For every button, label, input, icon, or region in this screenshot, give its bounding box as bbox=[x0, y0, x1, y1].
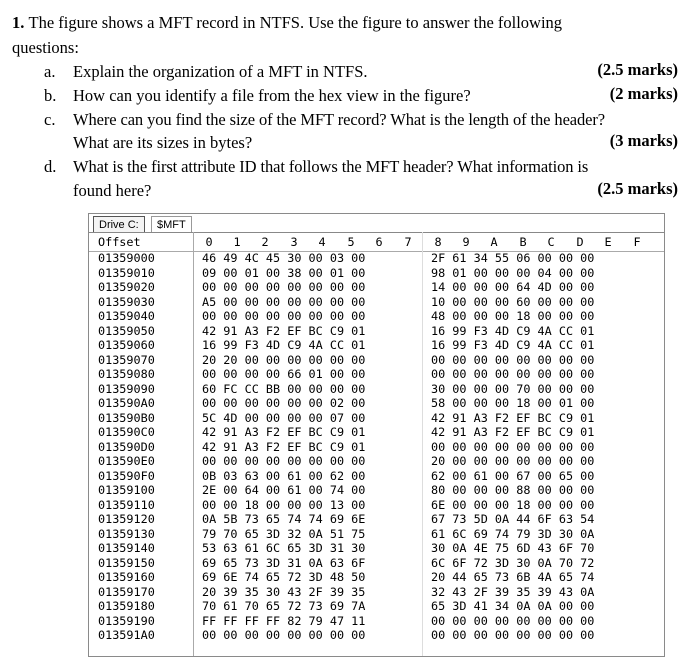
hex-row bbox=[89, 585, 664, 600]
row-bytes-low: 00 00 00 00 00 00 02 00 bbox=[202, 396, 366, 410]
item-c-text-line1: Where can you find the size of the MFT record? What is the length of the header? bbox=[73, 110, 606, 129]
row-bytes-low: 00 00 18 00 00 00 13 00 bbox=[202, 497, 366, 512]
item-d-text-line2: found here? bbox=[73, 181, 152, 200]
row-bytes-low: A5 00 00 00 00 00 00 00 bbox=[202, 294, 366, 309]
row-offset: 013590F0 bbox=[98, 468, 155, 483]
item-a-text: Explain the organization of a MFT in NTFS. bbox=[73, 62, 368, 81]
hex-row bbox=[89, 382, 664, 397]
row-bytes-high: 98 01 00 00 00 04 00 00 bbox=[431, 265, 595, 280]
column-header: 0 bbox=[205, 235, 213, 249]
row-bytes-low: 00 00 00 00 00 00 00 00 bbox=[202, 309, 366, 323]
item-d-letter: d. bbox=[44, 157, 57, 176]
row-bytes-high: 00 00 00 00 00 00 00 00 bbox=[431, 439, 595, 454]
row-offset: 01359150 bbox=[98, 555, 155, 570]
hex-row bbox=[89, 396, 664, 411]
row-bytes-high: 20 00 00 00 00 00 00 00 bbox=[431, 454, 595, 468]
row-offset: 013590B0 bbox=[98, 410, 155, 425]
row-bytes-high: 00 00 00 00 00 00 00 00 bbox=[431, 352, 595, 367]
hex-row bbox=[89, 570, 664, 585]
row-offset: 01359190 bbox=[98, 613, 155, 628]
column-header: 6 bbox=[375, 235, 383, 249]
hex-row bbox=[89, 512, 664, 527]
hex-column-header bbox=[89, 232, 664, 252]
row-bytes-high: 16 99 F3 4D C9 4A CC 01 bbox=[431, 338, 595, 352]
hex-row bbox=[89, 338, 664, 353]
row-offset: 01359110 bbox=[98, 497, 155, 512]
row-bytes-high: 80 00 00 00 88 00 00 00 bbox=[431, 483, 595, 497]
column-header: D bbox=[576, 235, 584, 249]
hex-row bbox=[89, 614, 664, 629]
column-header: F bbox=[633, 235, 641, 249]
row-bytes-high: 30 00 00 00 70 00 00 00 bbox=[431, 381, 595, 396]
hex-row bbox=[89, 425, 664, 440]
row-offset: 01359030 bbox=[98, 294, 155, 309]
column-header: 8 bbox=[434, 235, 442, 249]
row-bytes-low: 69 65 73 3D 31 0A 63 6F bbox=[202, 555, 366, 570]
item-c-marks: (3 marks) bbox=[609, 131, 678, 150]
row-bytes-low: 42 91 A3 F2 EF BC C9 01 bbox=[202, 425, 366, 439]
row-bytes-high: 16 99 F3 4D C9 4A CC 01 bbox=[431, 323, 595, 338]
row-bytes-high: 14 00 00 00 64 4D 00 00 bbox=[431, 280, 595, 294]
hex-row bbox=[89, 498, 664, 513]
row-bytes-low: 0A 5B 73 65 74 74 69 6E bbox=[202, 512, 366, 526]
row-offset: 013591A0 bbox=[98, 628, 155, 642]
row-bytes-high: 61 6C 69 74 79 3D 30 0A bbox=[431, 526, 595, 541]
hex-row bbox=[89, 295, 664, 310]
hex-row bbox=[89, 628, 664, 643]
row-bytes-low: 0B 03 63 00 61 00 62 00 bbox=[202, 468, 366, 483]
row-offset: 01359160 bbox=[98, 570, 155, 584]
row-offset: 01359180 bbox=[98, 599, 155, 613]
item-a-marks: (2.5 marks) bbox=[597, 60, 678, 79]
hex-row bbox=[89, 266, 664, 281]
row-bytes-high: 48 00 00 00 18 00 00 00 bbox=[431, 309, 595, 323]
row-bytes-low: 53 63 61 6C 65 3D 31 30 bbox=[202, 541, 366, 555]
row-offset: 01359070 bbox=[98, 352, 155, 367]
row-offset: 01359170 bbox=[98, 584, 155, 599]
row-bytes-high: 42 91 A3 F2 EF BC C9 01 bbox=[431, 410, 595, 425]
row-offset: 01359040 bbox=[98, 309, 155, 323]
row-bytes-low: 5C 4D 00 00 00 00 07 00 bbox=[202, 410, 366, 425]
row-bytes-high: 6E 00 00 00 18 00 00 00 bbox=[431, 497, 595, 512]
row-offset: 01359120 bbox=[98, 512, 155, 526]
question-number: 1. bbox=[12, 13, 25, 32]
hex-row bbox=[89, 367, 664, 382]
tab-mft[interactable]: $MFT bbox=[151, 216, 192, 233]
row-bytes-low: 20 20 00 00 00 00 00 00 bbox=[202, 352, 366, 367]
hex-row bbox=[89, 440, 664, 455]
row-bytes-low: 69 6E 74 65 72 3D 48 50 bbox=[202, 570, 366, 584]
row-offset: 013590D0 bbox=[98, 439, 155, 454]
hex-row bbox=[89, 251, 664, 266]
hex-row bbox=[89, 483, 664, 498]
item-d-text-line1: What is the first attribute ID that follows the MFT header? What information is bbox=[73, 157, 589, 176]
question-intro-text: The figure shows a MFT record in NTFS. Use the figure to answer the following bbox=[28, 13, 563, 32]
hex-row bbox=[89, 280, 664, 295]
row-bytes-low: 79 70 65 3D 32 0A 51 75 bbox=[202, 526, 366, 541]
row-bytes-high: 6C 6F 72 3D 30 0A 70 72 bbox=[431, 555, 595, 570]
row-offset: 013590C0 bbox=[98, 425, 155, 439]
item-c-text-line2: What are its sizes in bytes? bbox=[73, 133, 253, 152]
row-offset: 01359020 bbox=[98, 280, 155, 294]
column-header: 4 bbox=[318, 235, 326, 249]
row-bytes-high: 58 00 00 00 18 00 01 00 bbox=[431, 396, 595, 410]
item-c-letter: c. bbox=[44, 110, 56, 129]
row-offset: 01359090 bbox=[98, 381, 155, 396]
hex-row bbox=[89, 556, 664, 571]
hex-row bbox=[89, 541, 664, 556]
offset-header: Offset bbox=[98, 235, 141, 249]
row-bytes-high: 00 00 00 00 00 00 00 00 bbox=[431, 367, 595, 381]
column-header: 2 bbox=[261, 235, 269, 249]
row-bytes-low: 16 99 F3 4D C9 4A CC 01 bbox=[202, 338, 366, 352]
row-offset: 01359130 bbox=[98, 526, 155, 541]
column-header: B bbox=[519, 235, 527, 249]
column-header: C bbox=[547, 235, 555, 249]
row-offset: 013590A0 bbox=[98, 396, 155, 410]
hex-view-window bbox=[88, 213, 665, 657]
hex-row bbox=[89, 353, 664, 368]
question-intro-line2: questions: bbox=[12, 38, 79, 57]
row-bytes-low: FF FF FF FF 82 79 47 11 bbox=[202, 613, 366, 628]
item-b-letter: b. bbox=[44, 86, 57, 105]
column-header: 9 bbox=[462, 235, 470, 249]
row-bytes-high: 20 44 65 73 6B 4A 65 74 bbox=[431, 570, 595, 584]
row-bytes-low: 42 91 A3 F2 EF BC C9 01 bbox=[202, 323, 366, 338]
column-header: E bbox=[604, 235, 612, 249]
row-offset: 013590E0 bbox=[98, 454, 155, 468]
hex-row bbox=[89, 411, 664, 426]
row-bytes-low: 2E 00 64 00 61 00 74 00 bbox=[202, 483, 366, 497]
row-offset: 01359100 bbox=[98, 483, 155, 497]
row-bytes-high: 10 00 00 00 60 00 00 00 bbox=[431, 294, 595, 309]
hex-rows bbox=[89, 251, 664, 643]
item-b-marks: (2 marks) bbox=[609, 84, 678, 103]
column-header: 7 bbox=[404, 235, 412, 249]
column-header: 3 bbox=[290, 235, 298, 249]
hex-row bbox=[89, 324, 664, 339]
row-bytes-high: 65 3D 41 34 0A 0A 00 00 bbox=[431, 599, 595, 613]
row-bytes-low: 70 61 70 65 72 73 69 7A bbox=[202, 599, 366, 613]
row-bytes-low: 60 FC CC BB 00 00 00 00 bbox=[202, 381, 366, 396]
row-bytes-high: 30 0A 4E 75 6D 43 6F 70 bbox=[431, 541, 595, 555]
row-bytes-high: 2F 61 34 55 06 00 00 00 bbox=[431, 251, 595, 265]
item-a-letter: a. bbox=[44, 62, 56, 81]
row-bytes-high: 42 91 A3 F2 EF BC C9 01 bbox=[431, 425, 595, 439]
hex-row bbox=[89, 454, 664, 469]
tab-drive-c[interactable]: Drive C: bbox=[93, 216, 145, 233]
row-offset: 01359050 bbox=[98, 323, 155, 338]
row-offset: 01359060 bbox=[98, 338, 155, 352]
row-bytes-low: 20 39 35 30 43 2F 39 35 bbox=[202, 584, 366, 599]
item-b-text: How can you identify a file from the hex view in the figure? bbox=[73, 86, 471, 105]
column-header: 1 bbox=[233, 235, 241, 249]
row-bytes-low: 00 00 00 00 00 00 00 00 bbox=[202, 628, 366, 642]
row-bytes-low: 00 00 00 00 00 00 00 00 bbox=[202, 454, 366, 468]
row-bytes-low: 00 00 00 00 66 01 00 00 bbox=[202, 367, 366, 381]
row-bytes-low: 09 00 01 00 38 00 01 00 bbox=[202, 265, 366, 280]
row-offset: 01359000 bbox=[98, 251, 155, 265]
row-bytes-low: 42 91 A3 F2 EF BC C9 01 bbox=[202, 439, 366, 454]
row-bytes-high: 62 00 61 00 67 00 65 00 bbox=[431, 468, 595, 483]
hex-row bbox=[89, 309, 664, 324]
row-bytes-high: 00 00 00 00 00 00 00 00 bbox=[431, 628, 595, 642]
hex-tab-bar bbox=[89, 214, 664, 232]
column-header: 5 bbox=[347, 235, 355, 249]
row-bytes-low: 00 00 00 00 00 00 00 00 bbox=[202, 280, 366, 294]
row-bytes-high: 00 00 00 00 00 00 00 00 bbox=[431, 613, 595, 628]
row-bytes-low: 46 49 4C 45 30 00 03 00 bbox=[202, 251, 366, 265]
row-offset: 01359080 bbox=[98, 367, 155, 381]
item-d-marks: (2.5 marks) bbox=[597, 179, 678, 198]
row-bytes-high: 67 73 5D 0A 44 6F 63 54 bbox=[431, 512, 595, 526]
column-header: A bbox=[490, 235, 498, 249]
row-offset: 01359010 bbox=[98, 265, 155, 280]
row-offset: 01359140 bbox=[98, 541, 155, 555]
hex-row bbox=[89, 527, 664, 542]
hex-row bbox=[89, 469, 664, 484]
question-intro-line1 bbox=[12, 13, 677, 33]
row-bytes-high: 32 43 2F 39 35 39 43 0A bbox=[431, 584, 595, 599]
hex-row bbox=[89, 599, 664, 614]
